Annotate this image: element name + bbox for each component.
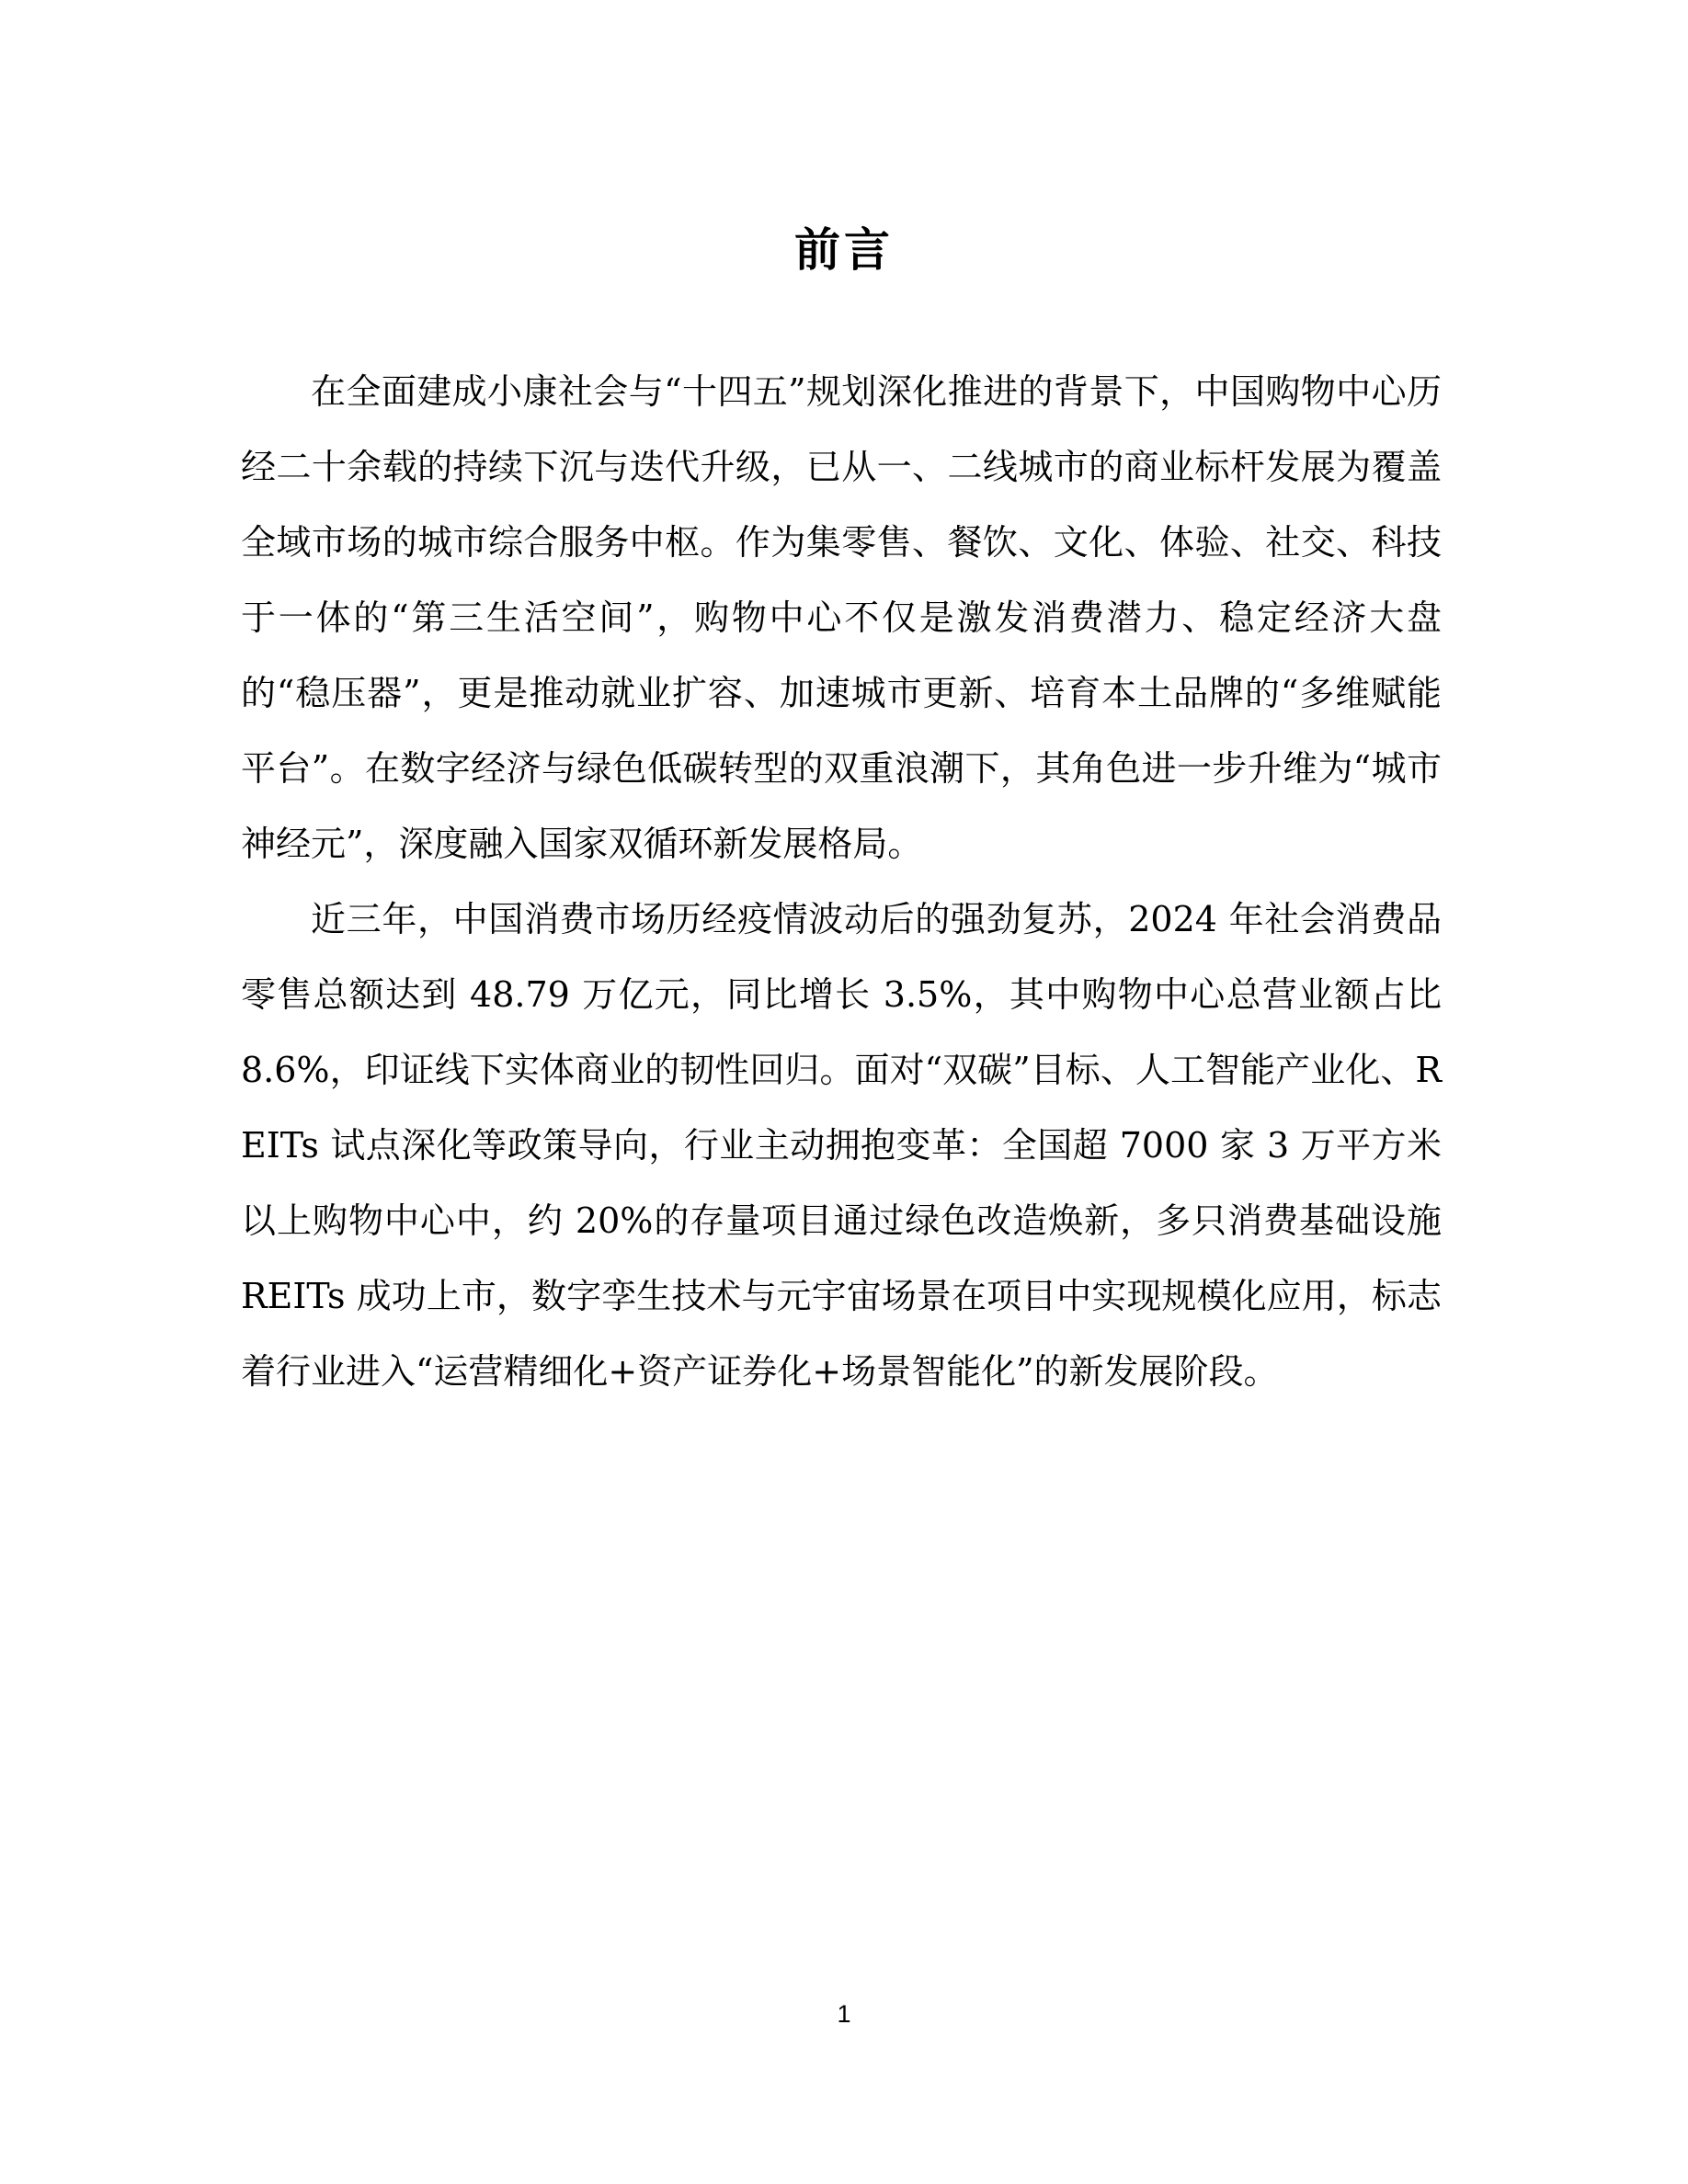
paragraph-2: 近三年，中国消费市场历经疫情波动后的强劲复苏，2024 年社会消费品零售总额达到 48.79 万亿元，同比增长 3.5%，其中购物中心总营业额占比 8.6%，印证线下实体商业的韧性回归。面对“双碳”目标、人工智能产业化、REITs 试点深化等政策导向，行业主动拥抱变革：全国超 7000 家 3 万平方米以上购物中心中，约 20%的存量项目通过绿色改造焕新，多只消费基础设施 REITs 成功上市，数字孪生技术与元宇宙场景在项目中实现规模化应用，标志着行业进入“运营精细化+资产证券化+场景智能化”的新发展阶段。	[241, 899, 1442, 1392]
page-number: 1	[837, 2000, 851, 2028]
body-text	[241, 354, 1442, 1409]
paragraph-1: 在全面建成小康社会与“十四五”规划深化推进的背景下，中国购物中心历经二十余载的持续下沉与迭代升级，已从一、二线城市的商业标杆发展为覆盖全域市场的城市综合服务中枢。作为集零售、餐饮、文化、体验、社交、科技于一体的“第三生活空间”，购物中心不仅是激发消费潜力、稳定经济大盘的“稳压器”，更是推动就业扩容、加速城市更新、培育本土品牌的“多维赋能平台”。在数字经济与绿色低碳转型的双重浪潮下，其角色进一步升维为“城市神经元”，深度融入国家双循环新发展格局。	[241, 371, 1442, 864]
page-title: 前言	[794, 222, 894, 277]
